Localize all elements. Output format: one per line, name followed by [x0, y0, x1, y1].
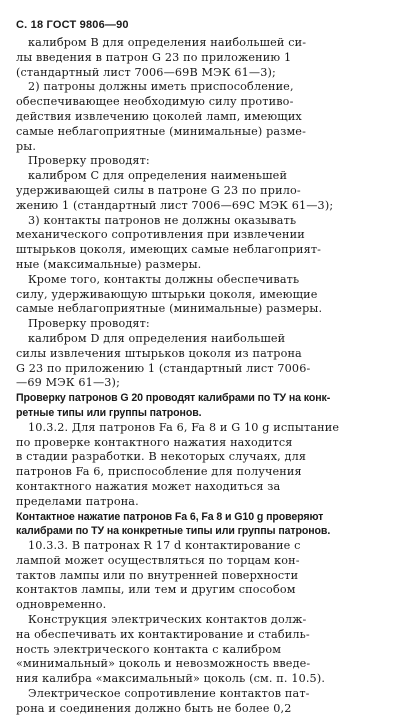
text-line: рона и соединения должно быть не более 0,2 [16, 701, 292, 715]
text-line: 3) контакты патронов не должны оказывать [28, 213, 297, 227]
text-line: удерживающей силы в патроне G 23 по прило- [16, 183, 301, 197]
page-header: С. 18 ГОСТ 9806—90 [16, 19, 129, 31]
document-body [16, 36, 412, 717]
text-line: «минимальный» цоколь и невозможность введе- [16, 657, 311, 671]
text-line: в стадии разработки. В некоторых случаях, для [16, 450, 307, 464]
text-line: самые неблагоприятные (минимальные) разме- [16, 124, 307, 138]
text-line: механического сопротивления при извлечении [16, 228, 305, 242]
text-line: жению 1 (стандартный лист 7006—69С МЭК 61—3); [16, 198, 334, 212]
bold-text-line: Проверку патронов G 20 проводят калибрами по ТУ на конк- [16, 392, 331, 405]
bold-text-line: калибрами по ТУ на конкретные типы или группы патронов. [16, 525, 331, 538]
text-line: по проверке контактного нажатия находится [16, 435, 293, 449]
text-line: 10.3.3. В патронах R 17 d контактирование с [28, 539, 301, 553]
text-line: Проверку проводят: [28, 317, 150, 331]
text-line: обеспечивающее необходимую силу противо- [16, 95, 294, 109]
text-line: патронов Fa 6, приспособление для получения [16, 465, 302, 479]
text-line: ные (максимальные) размеры. [16, 257, 202, 271]
text-line: силы извлечения штырьков цоколя из патрона [16, 346, 302, 360]
text-line: Кроме того, контакты должны обеспечивать [28, 272, 300, 286]
text-line: самые неблагоприятные (минимальные) размеры. [16, 302, 323, 316]
text-line: силу, удерживающую штырьки цоколя, имеющие [16, 287, 318, 301]
text-line: на обеспечивать их контактирование и стабиль- [16, 627, 310, 641]
text-line: лы введения в патрон G 23 по приложению 1 [16, 50, 292, 64]
text-line: Конструкция электрических контактов долж- [28, 613, 307, 627]
text-line: контактов лампы, или тем и другим способом [16, 583, 296, 597]
text-line: тактов лампы или по внутренней поверхности [16, 568, 299, 582]
text-line: одновременно. [16, 598, 107, 612]
text-line: пределами патрона. [16, 494, 139, 508]
text-line: калибром В для определения наибольшей си- [28, 36, 307, 49]
text-line: контактного нажатия может находиться за [16, 479, 281, 493]
text-line: G 23 по приложению 1 (стандартный лист 7006- [16, 361, 311, 375]
text-line: Проверку проводят: [28, 154, 150, 168]
text-line: действия извлечению цоколей ламп, имеющих [16, 109, 302, 123]
text-line: ния калибра «максимальный» цоколь (см. п. 10.5). [16, 672, 326, 686]
text-line: калибром D для определения наибольшей [28, 331, 286, 345]
text-line: Электрическое сопротивление контактов пат- [28, 687, 310, 701]
text-line: —69 МЭК 61—3); [16, 376, 120, 390]
text-line: ность электрического контакта с калибром [16, 642, 282, 656]
bold-text-line: Контактное нажатие патронов Fa 6, Fa 8 и G10 g проверяют [16, 510, 324, 523]
text-line: лампой может осуществляться по торцам кон- [16, 553, 300, 567]
text-line: 10.3.2. Для патронов Fa 6, Fa 8 и G 10 g испытание [28, 420, 340, 434]
text-line: калибром С для определения наименьшей [28, 169, 288, 183]
bold-text-line: ретные типы или группы патронов. [16, 406, 202, 419]
text-line: штырьков цоколя, имеющих самые неблагоприят- [16, 243, 322, 257]
text-line: 2) патроны должны иметь приспособление, [28, 80, 294, 94]
text-line: ры. [16, 139, 37, 153]
text-line: (стандартный лист 7006—69В МЭК 61—3); [16, 65, 276, 79]
